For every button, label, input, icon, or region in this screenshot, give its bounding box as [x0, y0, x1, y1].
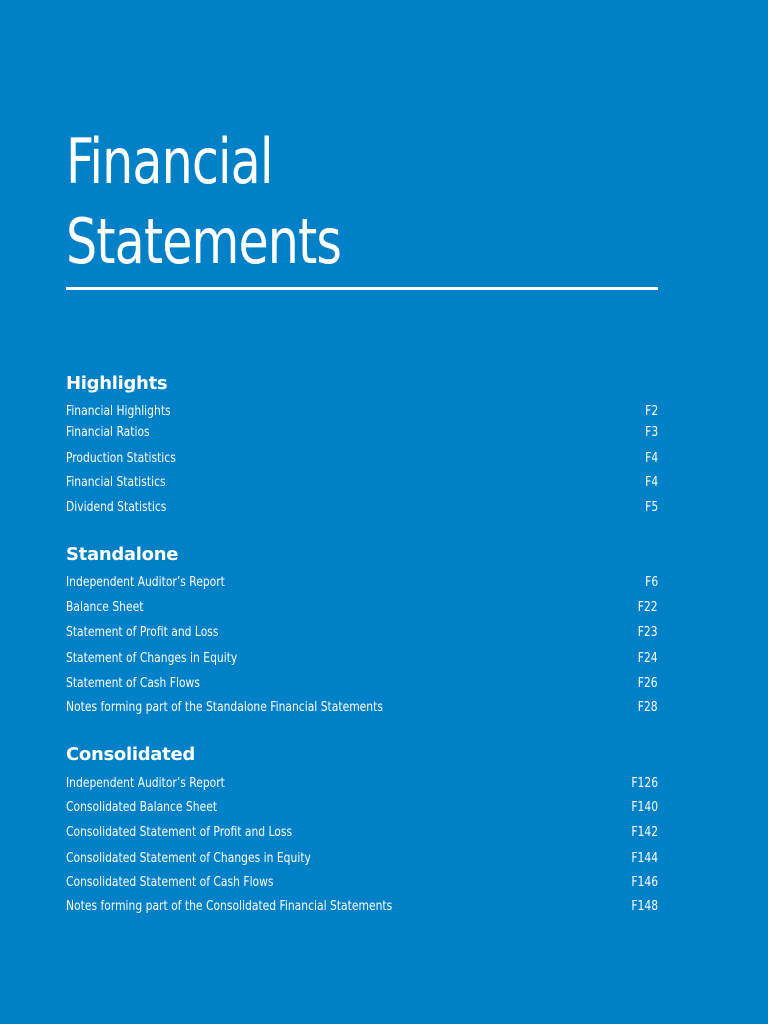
toc-entry-profit-and-loss[interactable] [66, 624, 658, 642]
page-title [66, 122, 341, 282]
toc-entry-page: F6 [644, 575, 658, 590]
toc-entry-dividend-statistics[interactable] [66, 499, 658, 517]
toc-entry-page: F2 [644, 404, 658, 419]
toc-entry-page: F126 [631, 776, 658, 791]
page-title-line-1: Financial [66, 125, 273, 198]
toc-entry-financial-statistics[interactable] [66, 474, 658, 492]
toc-entry-label: Independent Auditor’s Report [66, 575, 225, 590]
toc-entry-page: F142 [631, 825, 658, 840]
toc-entry-page: F4 [644, 475, 658, 490]
toc-entry-page: F4 [644, 451, 658, 466]
toc-entry-label: Independent Auditor’s Report [66, 776, 225, 791]
title-divider [66, 287, 658, 290]
toc-entry-label: Production Statistics [66, 451, 176, 466]
toc-entry-consolidated-auditors-report[interactable] [66, 775, 658, 793]
toc-entry-page: F148 [631, 899, 658, 914]
toc-entry-balance-sheet[interactable] [66, 599, 658, 617]
toc-entry-production-statistics[interactable] [66, 450, 658, 468]
toc-entry-label: Statement of Profit and Loss [66, 625, 219, 640]
toc-entry-label: Financial Ratios [66, 425, 150, 440]
toc-entry-cash-flows[interactable] [66, 675, 658, 693]
toc-entry-label: Statement of Changes in Equity [66, 651, 238, 666]
toc-entry-page: F22 [638, 600, 658, 615]
toc-entry-label: Consolidated Statement of Changes in Equity [66, 851, 311, 866]
toc-entry-consolidated-notes[interactable] [66, 898, 658, 916]
toc-entry-page: F140 [631, 800, 658, 815]
toc-entry-label: Consolidated Statement of Cash Flows [66, 875, 274, 890]
toc-entry-label: Consolidated Balance Sheet [66, 800, 218, 815]
toc-entry-label: Notes forming part of the Standalone Financial Statements [66, 700, 383, 715]
toc-entry-label: Balance Sheet [66, 600, 144, 615]
toc-entry-label: Consolidated Statement of Profit and Loss [66, 825, 293, 840]
toc-entry-financial-highlights[interactable] [66, 403, 658, 421]
toc-entry-label: Notes forming part of the Consolidated Financial Statements [66, 899, 393, 914]
toc-entry-consolidated-cash-flows[interactable] [66, 874, 658, 892]
page-title-line-2: Statements [66, 205, 342, 278]
toc-entry-label: Dividend Statistics [66, 500, 167, 515]
section-heading-highlights: Highlights [66, 373, 168, 394]
section-heading-consolidated: Consolidated [66, 744, 195, 765]
toc-entry-consolidated-changes-in-equity[interactable] [66, 850, 658, 868]
toc-entry-standalone-notes[interactable] [66, 699, 658, 717]
toc-entry-page: F23 [638, 625, 658, 640]
toc-entry-standalone-auditors-report[interactable] [66, 574, 658, 592]
toc-entry-page: F5 [644, 500, 658, 515]
toc-entry-label: Financial Highlights [66, 404, 171, 419]
toc-entry-page: F24 [638, 651, 658, 666]
toc-entry-changes-in-equity[interactable] [66, 650, 658, 668]
section-heading-standalone: Standalone [66, 544, 179, 565]
toc-entry-page: F146 [631, 875, 658, 890]
toc-entry-consolidated-profit-and-loss[interactable] [66, 824, 658, 842]
toc-entry-label: Statement of Cash Flows [66, 676, 200, 691]
toc-entry-page: F26 [638, 676, 658, 691]
toc-entry-consolidated-balance-sheet[interactable] [66, 799, 658, 817]
toc-entry-page: F144 [631, 851, 658, 866]
toc-entry-label: Financial Statistics [66, 475, 166, 490]
toc-entry-page: F28 [638, 700, 658, 715]
toc-entry-page: F3 [644, 425, 658, 440]
toc-entry-financial-ratios[interactable] [66, 424, 658, 442]
